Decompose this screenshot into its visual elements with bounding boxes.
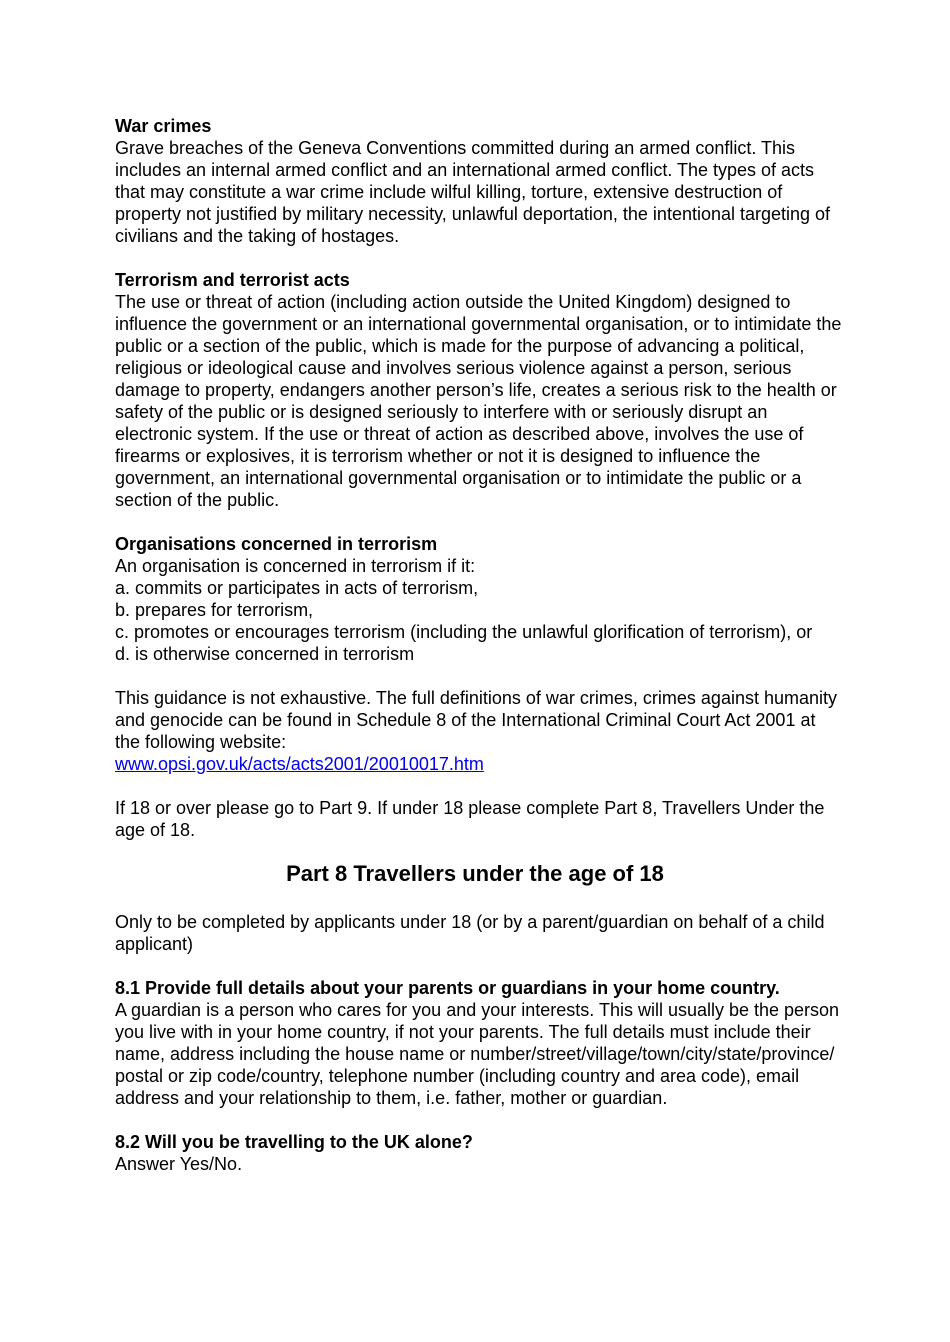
question-8-1-heading: 8.1 Provide full details about your parents or guardians in your home country. xyxy=(115,978,780,998)
list-item: a. commits or participates in acts of terrorism, xyxy=(115,578,479,598)
terrorism-body: The use or threat of action (including action outside the United Kingdom) designed to influence the government or an international governmental organisation, or to intimidate the public or a section of the public, which is made for the purpose of advancing a political, religious or ideological cause and involves serious violence against a person, serious damage to property, endangers another person’s life, creates a serious risk to the health or safety of the public or is designed seriously to interfere with or seriously disrupt an electronic system. If the use or threat of action as described above, involves the use of firearms or explosives, it is terrorism whether or not it is designed to influence the government, an international governmental organisation or to intimidate the public or a section of the public. xyxy=(115,292,842,510)
war-crimes-body: Grave breaches of the Geneva Conventions committed during an armed conflict. This includes an internal armed conflict and an international armed conflict. The types of acts that may constitute a war crime include wilful killing, torture, extensive destruction of property not justified by military necessity, unlawful deportation, the intentional targeting of civilians and the taking of hostages. xyxy=(115,138,831,246)
list-item: b. prepares for terrorism, xyxy=(115,600,314,620)
organisations-intro: An organisation is concerned in terrorism if it: xyxy=(115,556,476,576)
question-8-2-body: Answer Yes/No. xyxy=(115,1154,243,1174)
part8-intro: Only to be completed by applicants under 18 (or by a parent/guardian on behalf of a child applicant) xyxy=(115,912,825,954)
question-8-1-body: A guardian is a person who cares for you and your interests. This will usually be the person you live with in your home country, if not your parents. The full details must include their name, address including the house name or number/street/village/town/city/state/province/ postal or zip code/country, telephone number (including country and area code), email address and your relationship to them, i.e. father, mother or guardian. xyxy=(115,1000,840,1108)
organisations-heading: Organisations concerned in terrorism xyxy=(115,534,438,554)
guidance-body: This guidance is not exhaustive. The full definitions of war crimes, crimes against humanity and genocide can be found in Schedule 8 of the International Criminal Court Act 2001 at the following website: xyxy=(115,688,838,752)
question-8-2-heading: 8.2 Will you be travelling to the UK alone? xyxy=(115,1132,473,1152)
document-page xyxy=(115,115,845,1175)
opsi-website-link[interactable]: www.opsi.gov.uk/acts/acts2001/20010017.htm xyxy=(115,754,484,774)
part8-title: Part 8 Travellers under the age of 18 xyxy=(286,861,664,886)
list-item: d. is otherwise concerned in terrorism xyxy=(115,644,415,664)
next-step-instruction: If 18 or over please go to Part 9. If under 18 please complete Part 8, Travellers Under the age of 18. xyxy=(115,798,825,840)
list-item: c. promotes or encourages terrorism (including the unlawful glorification of terrorism), or xyxy=(115,622,813,642)
war-crimes-heading: War crimes xyxy=(115,116,212,136)
terrorism-heading: Terrorism and terrorist acts xyxy=(115,270,350,290)
